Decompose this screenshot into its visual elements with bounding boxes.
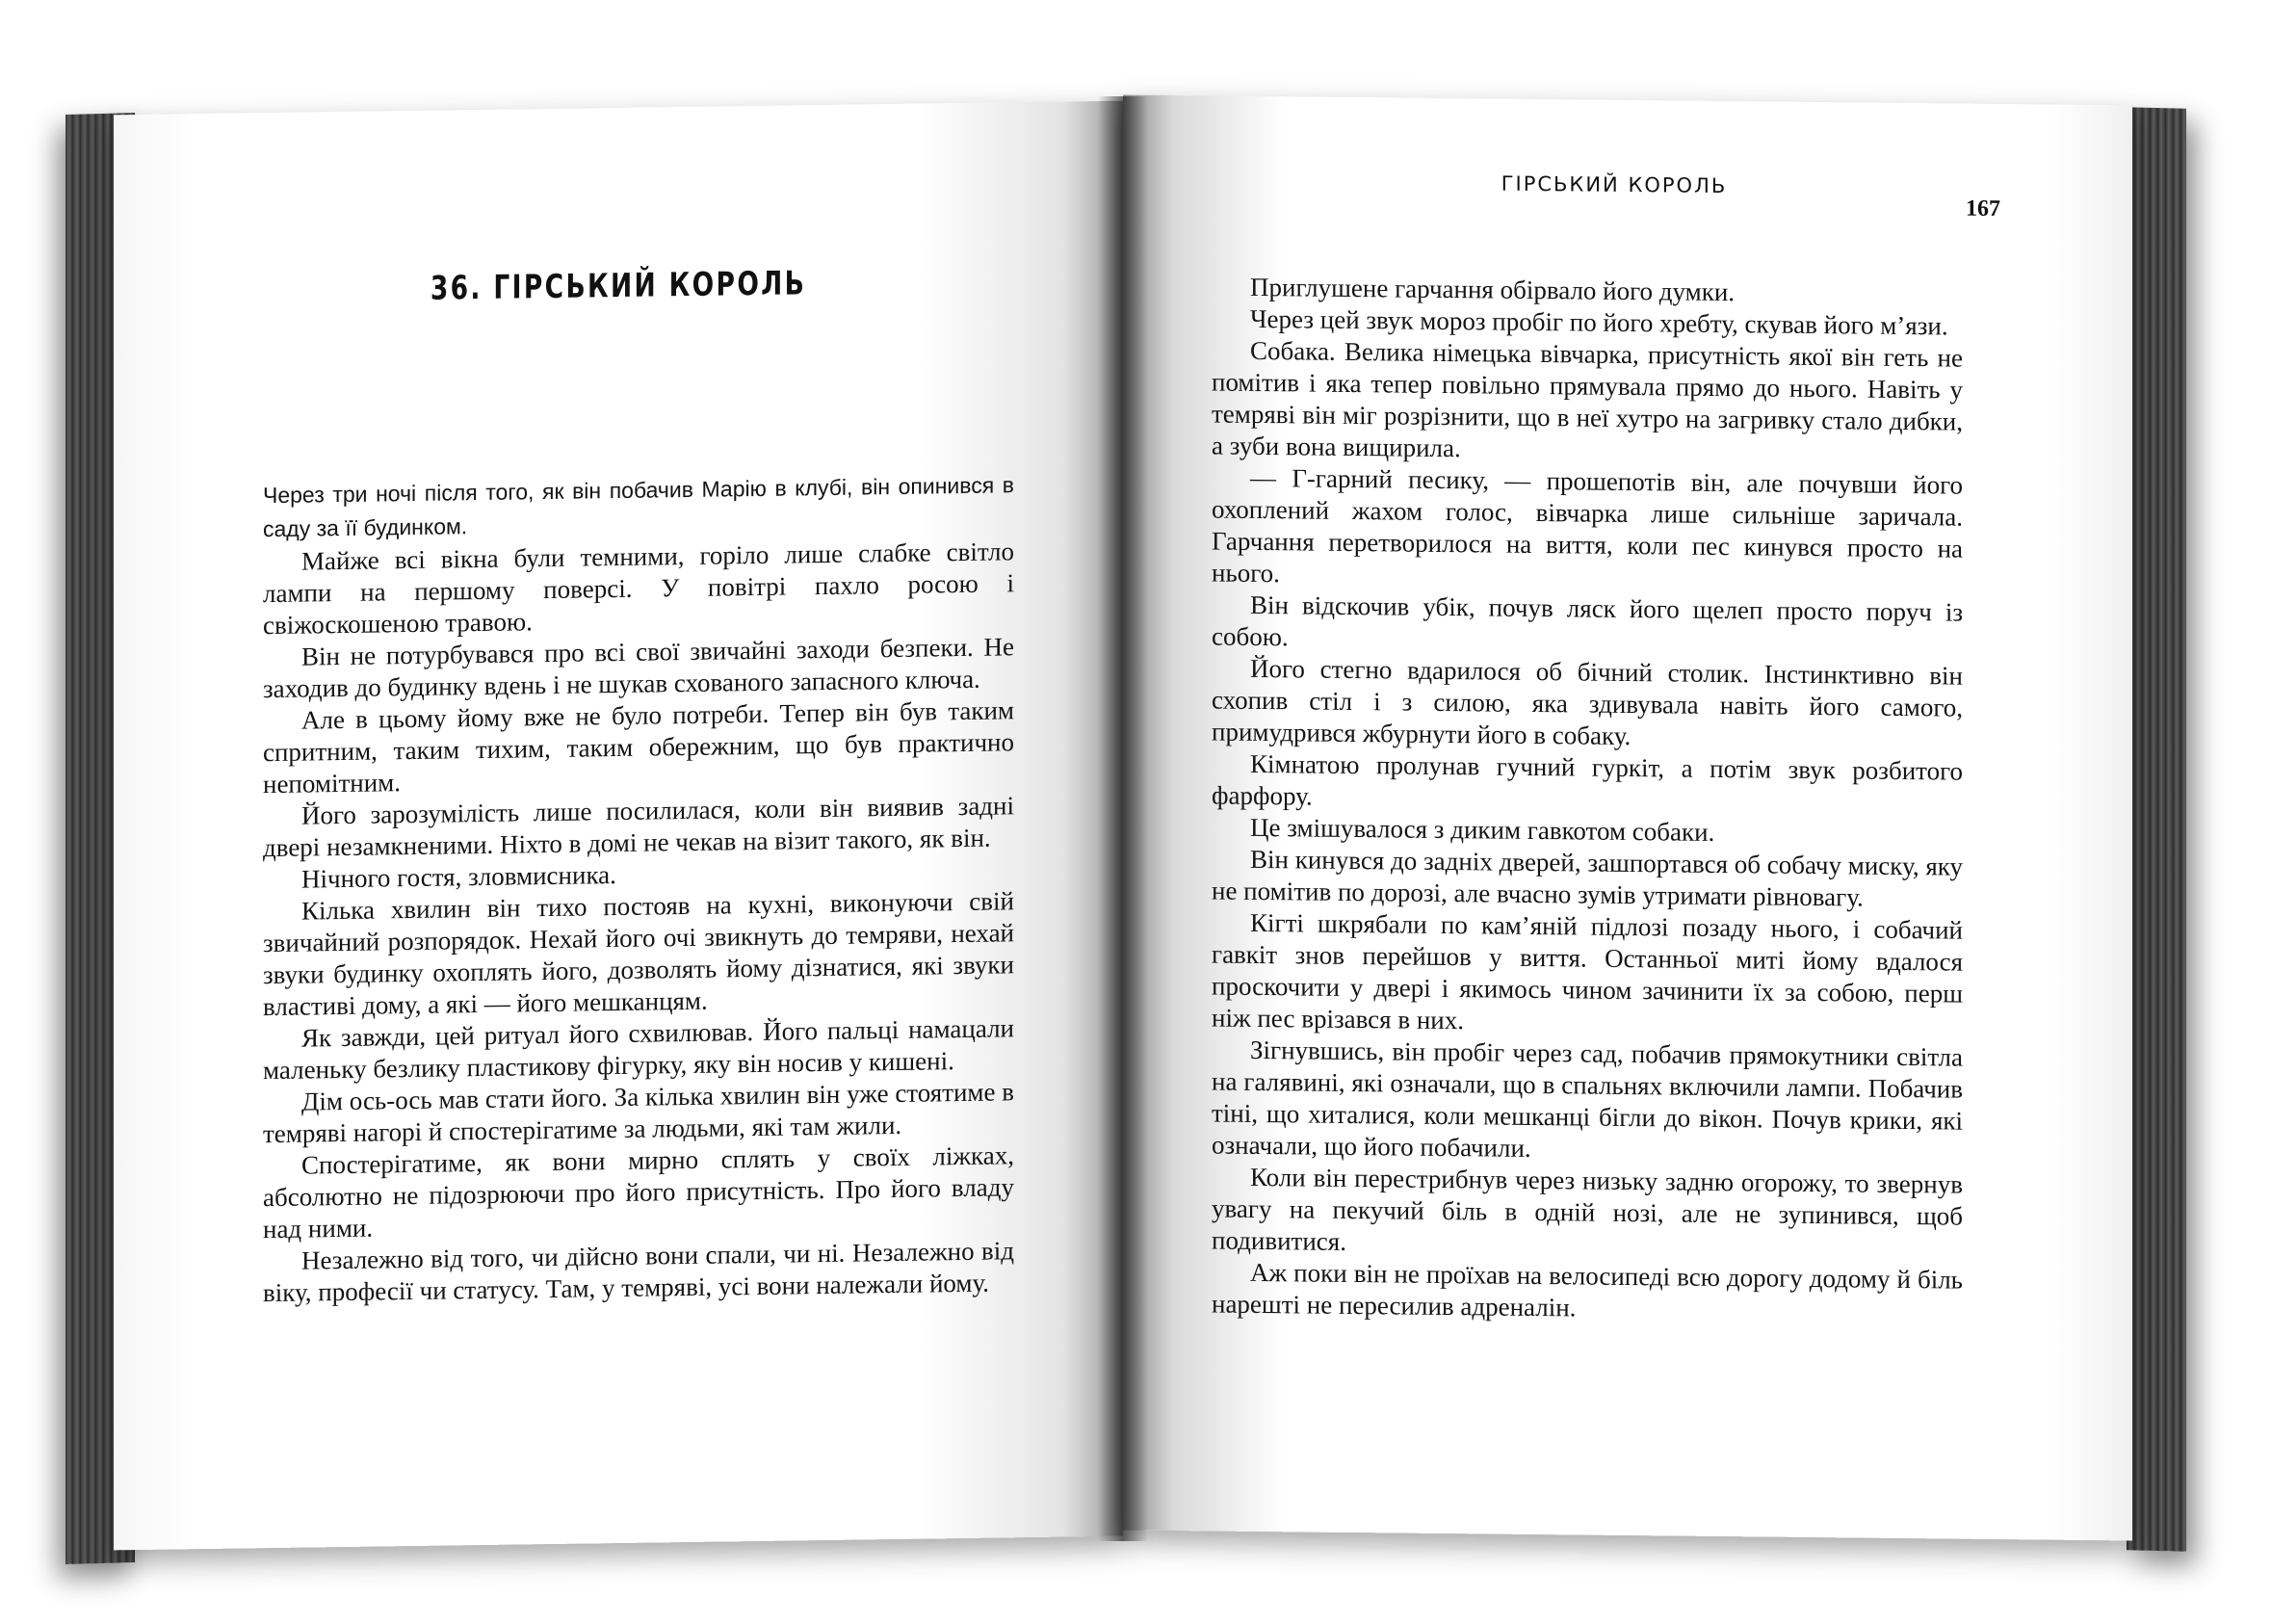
paragraph: Він кинувся до задніх дверей, зашпортався об собачу миску, яку не помітив по дорозі, але вчасно зумів утримати рівновагу. [1212,844,1963,912]
paragraph: Спостерігатиме, як вони мирно сплять у своїх ліжках, абсолютно не підозрюючи про його присутність. Про його владу над ними. [263,1140,1014,1244]
paragraph: Зігнувшись, він пробіг через сад, побачив прямокутники світла на галявині, які означали, що в спальнях включили лампи. Побачив тіні, що хиталися, коли мешканці бігли до вікон. Почув крики, які означали, що його побачили. [1212,1035,1963,1163]
paragraph: Це змішувалося з диким гавкотом собаки. [1250,812,1715,847]
paragraph: Майже всі вікна були темними, горіло лише слабке світло лампи на першому поверсі. У повітрі пахло росою і свіжоскошеною травою. [263,537,1014,641]
paragraph: Його стегно вдарилося об бічний столик. Інстинктивно він схопив стіл і з силою, яка здивувала навіть його самого, примудрився жбурнути його в собаку. [1212,653,1963,751]
paragraph: Аж поки він не проїхав на велосипеді всю дорогу додому й біль нарешті не пересилив адреналін. [1212,1257,1963,1323]
paragraph: Але в цьому йому вже не було потреби. Тепер він був таким спритним, таким тихим, таким обережним, що був практично непомітним. [263,695,1014,799]
right-page [1123,95,2132,1541]
paragraph: Собака. Велика німецька вівчарка, присутність якої він геть не помітив і яка тепер повільно прямувала прямо до нього. Навіть у темряві він міг розрізнити, що в неї хутро на загривку стало дибки, а зуби вона вищирила. [1212,335,1963,463]
paragraph: Коли він перестрибнув через низьку задню огорожу, то звернув увагу на пекучий біль в одній нозі, але не зупинився, щоб подивитися. [1212,1162,1963,1256]
paragraph: Дім ось-ось мав стати його. За кілька хвилин він уже стоятиме в темряві нагорі й спостерігатиме за людьми, які там жили. [263,1077,1014,1149]
chapter-title: 36. ГІРСЬКИЙ КОРОЛЬ [430,264,807,308]
paragraph: Через три ночі після того, як він побачив Марію в клубі, він опинився в саду за її будинком. [263,472,1014,542]
paragraph: Його зарозумілість лише посилилася, коли він виявив задні двері незамкненими. Ніхто в домі не чекав на візит такого, як він. [263,791,1014,863]
right-page-text [1212,271,1963,1327]
left-page [114,101,1123,1551]
paragraph: Кілька хвилин він тихо постояв на кухні, виконуючи свій звичайний розпорядок. Нехай його очі звикнуть до темряви, нехай звуки будинку охоплять його, дозволять йому дізнатися, які звуки властиві дому, а які — його мешканцям. [263,886,1014,1022]
paragraph: — Г-гарний песику, — прошепотів він, але почувши його охоплений жахом голос, вівчарка лише сильніше заричала. Гарчання перетворилося на виття, коли пес кинувся просто на нього. [1212,462,1963,589]
paragraph: Він не потурбувався про всі свої звичайні заходи безпеки. Не заходив до будинку вдень і не шукав схованого запасного ключа. [263,632,1014,704]
paragraph: Нічного гостя, зловмисника. [301,860,616,894]
paragraph: Незалежно від того, чи дійсно вони спали, чи ні. Незалежно від віку, професії чи статусу. Там, у темряві, усі вони належали йому. [263,1236,1014,1308]
page-number: 167 [1966,196,2000,223]
page-stack-right [2127,107,2186,1552]
paragraph: Він відскочив убік, почув ляск його щелеп просто поруч із собою. [1212,589,1963,652]
left-page-text [263,468,1014,1309]
running-head: ГІРСЬКИЙ КОРОЛЬ [1501,171,1728,198]
paragraph: Як завжди, цей ритуал його схвилював. Його пальці намацали маленьку безлику пластикову фігурку, яку він носив у кишені. [263,1013,1014,1086]
paragraph: Через цей звук мороз пробіг по його хребту, скував його м’язи. [1250,303,1948,341]
paragraph: Приглушене гарчання обірвало його думки. [1250,272,1736,307]
paragraph: Кігті шкрябали по кам’яній підлозі позаду нього, і собачий гавкіт знов перейшов у виття. Останньої миті йому вдалося проскочити у двері і якимось чином зачинити їх за собою, перш ніж пес врізався в них. [1212,907,1963,1035]
paragraph: Кімнатою пролунав гучний гуркіт, а потім звук розбитого фарфору. [1212,748,1963,811]
book-spine [1098,96,1148,1541]
